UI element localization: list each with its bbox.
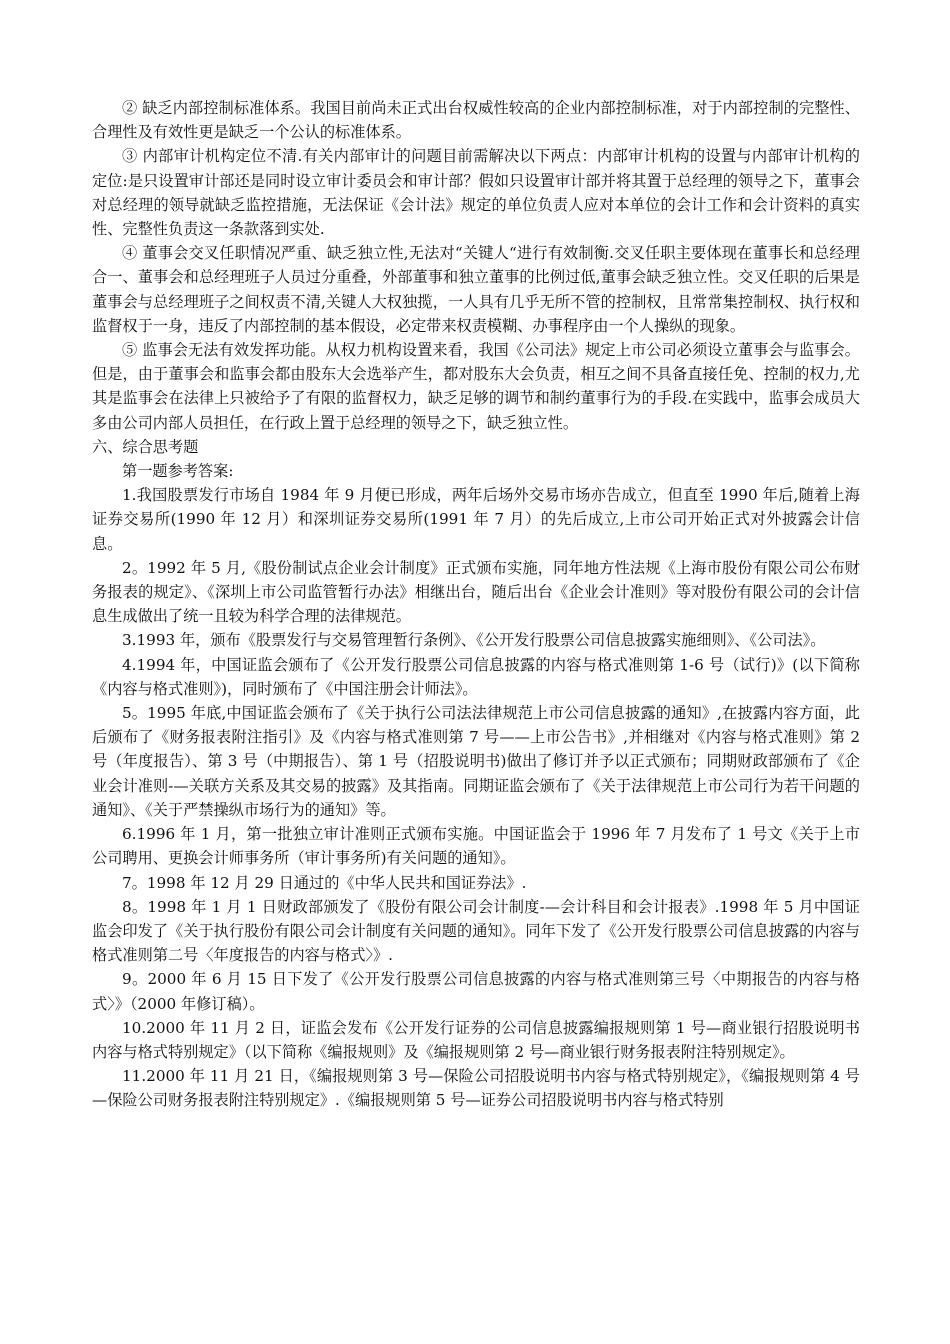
document-body — [92, 96, 860, 1113]
list-item: 4.1994 年，中国证监会颁布了《公开发行股票公司信息披露的内容与格式准则第 1-6 号（试行)》(以下简称《内容与格式准则》)，同时颁布了《中国注册会计师法》。 — [92, 655, 860, 698]
list-item: 8。1998 年 1 月 1 日财政部颁发了《股份有限公司会计制度-—会计科目和会计报表》.1998 年 5 月中国证监会印发了《关于执行股份有限公司会计制度有关问题的通知》。同年下发了《公开发行股票公司信息披露的内容与格式准则第二号〈年度报告的内容与格式〉》. — [92, 897, 860, 965]
paragraph-internal-control-standards: ② 缺乏内部控制标准体系。我国目前尚未正式出台权威性较高的企业内部控制标准，对于内部控制的完整性、合理性及有效性更是缺乏一个公认的标准体系。 — [92, 99, 860, 142]
list-item: 7。1998 年 12 月 29 日通过的《中华人民共和国证券法》. — [122, 873, 527, 892]
question-answer-heading: 第一题参考答案: — [122, 462, 234, 481]
paragraph-board-cross-appointment: ④ 董事会交叉任职情况严重、缺乏独立性,无法对“关键人“进行有效制衡.交叉任职主要体现在董事长和总经理合一、董事会和总经理班子人员过分重叠，外部董事和独立董事的比例过低,董事会缺乏独立性。交叉任职的后果是董事会与总经理班子之间权责不清,关键人大权独揽，一人具有几乎无所不管的控制权，且常常集控制权、执行权和监督权于一身，违反了内部控制的基本假设，必定带来权责模糊、办事程序由一个人操纵的现象。 — [92, 244, 860, 335]
list-item: 11.2000 年 11 月 21 日，《编报规则第 3 号—保险公司招股说明书内容与格式特别规定》，《编报规则第 4 号—保险公司财务报表附注特别规定》.《编报规则第 5 号—证券公司招股说明书内容与格式特别 — [92, 1067, 860, 1110]
list-item: 9。2000 年 6 月 15 日下发了《公开发行股票公司信息披露的内容与格式准则第三号〈中期报告的内容与格式〉》（2000 年修订稿）。 — [92, 970, 860, 1013]
section-heading: 六、综合思考题 — [92, 437, 199, 456]
list-item: 3.1993 年，颁布《股票发行与交易管理暂行条例》、《公开发行股票公司信息披露实施细则》、《公司法》。 — [122, 631, 826, 650]
paragraph-supervisory-board: ⑤ 监事会无法有效发挥功能。从权力机构设置来看，我国《公司法》规定上市公司必须设立董事会与监事会。但是，由于董事会和监事会都由股东大会选举产生，都对股东大会负责，相互之间不具备直接任免、控制的权力,尤其是监事会在法律上只被给予了有限的监督权力，缺乏足够的调节和制约董事行为的手段.在实践中，监事会成员大多由公司内部人员担任，在行政上置于总经理的领导之下，缺乏独立性。 — [92, 341, 860, 432]
list-item: 1.我国股票发行市场自 1984 年 9 月便已形成，两年后场外交易市场亦告成立，但直至 1990 年后,随着上海证券交易所(1990 年 12 月）和深圳证券交易所(1991 年 7 月）的先后成立,上市公司开始正式对外披露会计信息。 — [92, 486, 860, 553]
list-item: 10.2000 年 11 月 2 日，证监会发布《公开发行证券的公司信息披露编报规则第 1 号—商业银行招股说明书内容与格式特别规定》（以下简称《编报规则》及《编报规则第 2 号—商业银行财务报表附注特别规定》。 — [92, 1018, 860, 1061]
list-item: 6.1996 年 1 月，第一批独立审计准则正式颁布实施。中国证监会于 1996 年 7 月发布了 1 号文《关于上市公司聘用、更换会计师事务所（审计事务所)有关问题的通知》。 — [92, 825, 860, 868]
list-item: 5。1995 年底,中国证监会颁布了《关于执行公司法法律规范上市公司信息披露的通知》,在披露内容方面，此后颁布了《财务报表附注指引》及《内容与格式准则第 7 号——上市公告书》,并相继对《内容与格式准则》第 2 号（年度报告）、第 3 号（中期报告）、第 1 号（招股说明书)做出了修订并予以正式颁布；同期财政部颁布了《企业会计准则-—关联方关系及其交易的披露》及其指南。同期证监会颁布了《关于法律规范上市公司行为若干问题的通知》、《关于严禁操纵市场行为的通知》等。 — [92, 704, 860, 819]
paragraph-internal-audit-positioning: ③ 内部审计机构定位不清.有关内部审计的问题目前需解决以下两点：内部审计机构的设置与内部审计机构的定位:是只设置审计部还是同时设立审计委员会和审计部？假如只设置审计部并将其置于总经理的领导之下，董事会对总经理的领导就缺乏监控措施，无法保证《会计法》规定的单位负责人应对本单位的会计工作和会计资料的真实性、完整性负责这一条款落到实处. — [92, 147, 860, 239]
list-item: 2。1992 年 5 月,《股份制试点企业会计制度》正式颁布实施，同年地方性法规《上海市股份有限公司公布财务报表的规定》、《深圳上市公司监管暂行办法》相继出台，随后出台《企业会计准则》等对股份有限公司的会计信息生成做出了统一且较为科学合理的法律规范。 — [92, 558, 860, 626]
